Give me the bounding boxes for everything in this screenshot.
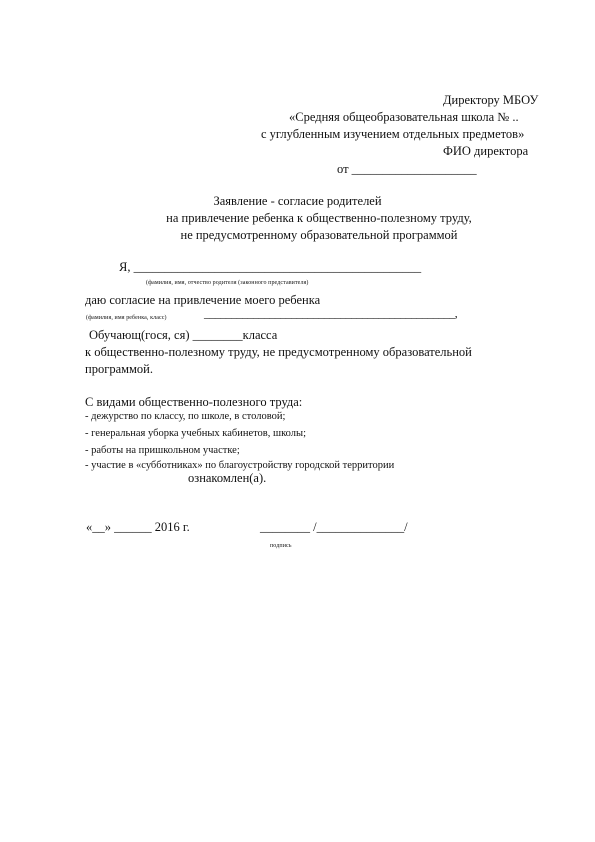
child-caption: (фамилия, имя ребенка, класс) bbox=[86, 315, 167, 321]
work-types-heading: С видами общественно-полезного труда: bbox=[85, 395, 303, 409]
director-name-line: ФИО директора bbox=[443, 144, 529, 158]
parent-name-caption: (фамилия, имя, отчество родителя (законного представителя) bbox=[146, 280, 309, 286]
signature-caption: подпись bbox=[270, 543, 292, 549]
signature-line: ________ /______________/ bbox=[260, 520, 408, 534]
purpose-line-end: программой. bbox=[85, 362, 153, 376]
student-class-line: Обучающ(гося, ся) ________класса bbox=[89, 328, 278, 342]
school-specialization-line: с углубленным изучением отдельных предметов» bbox=[261, 127, 525, 141]
school-name-line: «Средняя общеобразовательная школа № .. bbox=[289, 110, 519, 124]
from-line: от ____________________ bbox=[337, 162, 477, 176]
date-line: «__» ______ 2016 г. bbox=[86, 520, 190, 534]
purpose-line: к общественно-полезному труду, не предусмотренному образовательной bbox=[85, 345, 472, 359]
document-title: Заявление - согласие родителей bbox=[213, 194, 382, 208]
work-type-item: - генеральная уборка учебных кабинетов, школы; bbox=[85, 428, 306, 439]
work-type-item: - участие в «субботниках» по благоустройству городской территории bbox=[85, 460, 395, 471]
document-title-line3: не предусмотренному образовательной программой bbox=[180, 228, 458, 242]
document-title-line2: на привлечение ребенка к общественно-полезному труду, bbox=[166, 211, 472, 225]
consent-line: даю согласие на привлечение моего ребенка bbox=[85, 293, 321, 307]
work-type-item: - работы на пришкольном участке; bbox=[85, 445, 240, 456]
addressee-line: Директору МБОУ bbox=[443, 93, 539, 107]
child-name-blank: ______________________________________________, bbox=[204, 308, 458, 320]
work-type-item: - дежурство по классу, по школе, в столовой; bbox=[85, 411, 286, 422]
parent-name-line: Я, ______________________________________________ bbox=[119, 260, 422, 274]
acknowledged-text: ознакомлен(а). bbox=[188, 471, 267, 485]
